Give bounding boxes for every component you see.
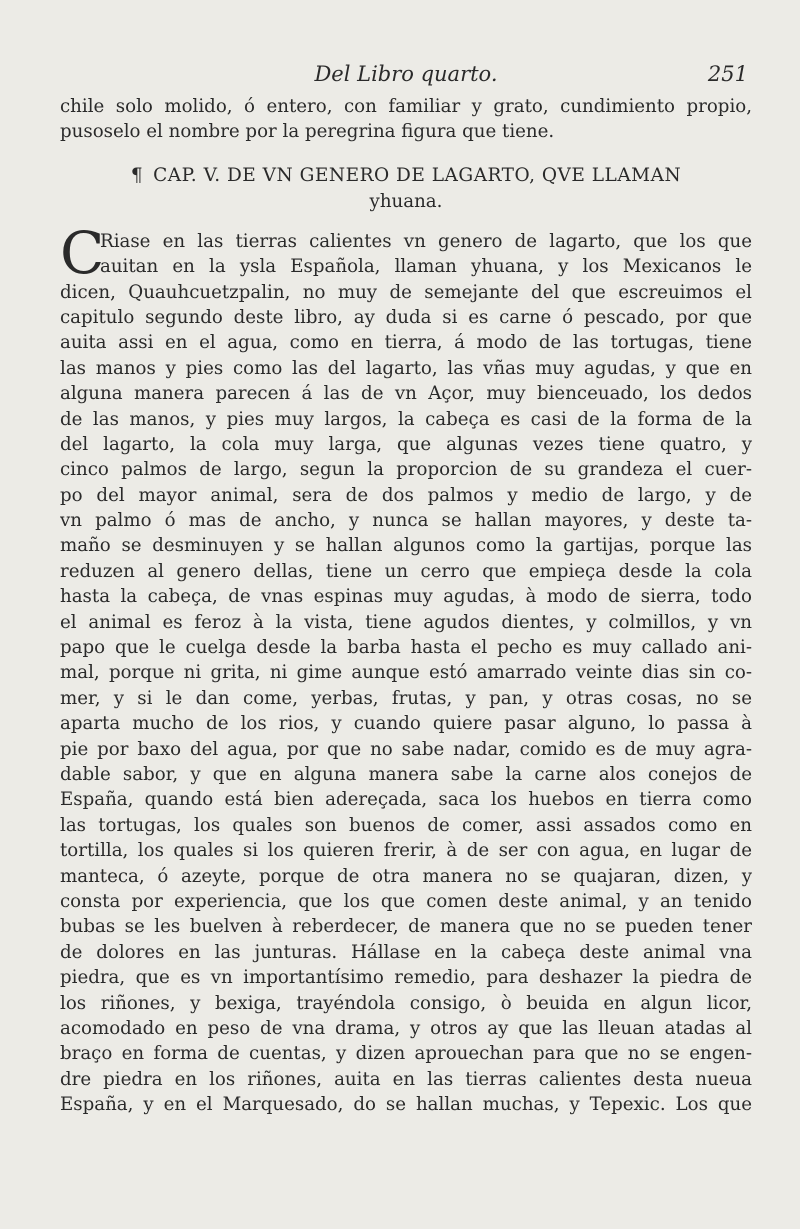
running-title: Del Libro quarto. bbox=[314, 62, 498, 86]
text-line: las tortugas, los quales son buenos de comer, assi assados como en bbox=[60, 814, 752, 836]
text-line: po del mayor animal, sera de dos palmos y medio de largo, y de bbox=[60, 484, 752, 506]
text-line: los riñones, y bexiga, trayéndola consigo, ò beuida en algun licor, bbox=[60, 992, 752, 1014]
text-line: auita assi en el agua, como en tierra, á modo de las tortugas, tiene bbox=[60, 332, 752, 354]
text-line: aparta mucho de los rios, y cuando quiere pasar alguno, lo passa à bbox=[60, 713, 752, 735]
text-line: las manos y pies como las del lagarto, las vñas muy agudas, y que en bbox=[60, 357, 752, 379]
text-line: manteca, ó azeyte, porque de otra manera no se quajaran, dizen, y bbox=[60, 865, 752, 887]
top-paragraph bbox=[60, 94, 752, 145]
chapter-title: CAP. V. DE VN GENERO DE LAGARTO, QVE LLAMAN bbox=[153, 164, 682, 186]
text-line: España, quando está bien adereçada, saca los huebos en tierra como bbox=[60, 789, 752, 811]
text-line: del lagarto, la cola muy larga, que algunas vezes tiene quatro, y bbox=[60, 433, 752, 455]
text-line: dre piedra en los riñones, auita en las tierras calientes desta nueua bbox=[60, 1068, 752, 1090]
text-line: mer, y si le dan come, yerbas, frutas, y pan, y otras cosas, no se bbox=[60, 687, 752, 709]
text-line: tortilla, los quales si los quieren frerir, à de ser con agua, en lugar de bbox=[60, 840, 752, 862]
text-line: de las manos, y pies muy largos, la cabeça es casi de la forma de la bbox=[60, 408, 752, 430]
text-line: mal, porque ni grita, ni gime aunque estó amarrado veinte dias sin co- bbox=[60, 662, 752, 684]
running-head bbox=[60, 60, 752, 94]
text-line: cinco palmos de largo, segun la proporcion de su grandeza el cuer- bbox=[60, 459, 752, 481]
text-line: el animal es feroz à la vista, tiene agudos dientes, y colmillos, y vn bbox=[60, 611, 752, 633]
text-line: dable sabor, y que en alguna manera sabe la carne alos conejos de bbox=[60, 763, 752, 785]
text-line: pusoselo el nombre por la peregrina figura que tiene. bbox=[60, 121, 555, 143]
pilcrow-mark: ¶ bbox=[130, 164, 144, 186]
text-line: capitulo segundo deste libro, ay duda si es carne ó pescado, por que bbox=[60, 306, 752, 328]
text-line: vn palmo ó mas de ancho, y nunca se hallan mayores, y deste ta- bbox=[60, 510, 752, 532]
text-line: reduzen al genero dellas, tiene un cerro que empieça desde la cola bbox=[60, 560, 752, 582]
text-line: consta por experiencia, que los que comen deste animal, y an tenido bbox=[60, 890, 752, 912]
text-line: bubas se les buelven à reberdecer, de manera que no se pueden tener bbox=[60, 916, 752, 938]
text-line: braço en forma de cuentas, y dizen aprouechan para que no se engen- bbox=[60, 1043, 752, 1065]
text-line: pie por baxo del agua, por que no sabe nadar, comido es de muy agra- bbox=[60, 738, 752, 760]
chapter-subtitle: yhuana. bbox=[369, 190, 443, 212]
drop-cap: C bbox=[60, 218, 105, 287]
text-line: de dolores en las junturas. Hállase en la cabeça deste animal vna bbox=[60, 941, 752, 963]
text-line: auitan en la ysla Española, llaman yhuana, y los Mexicanos le bbox=[100, 256, 752, 278]
text-line: piedra, que es vn importantísimo remedio, para deshazer la piedra de bbox=[60, 967, 752, 989]
text-line: alguna manera parecen á las de vn Açor, muy bienceuado, los dedos bbox=[60, 383, 752, 405]
body-paragraph bbox=[60, 218, 752, 1118]
text-line: hasta la cabeça, de vnas espinas muy agudas, à modo de sierra, todo bbox=[60, 586, 752, 608]
text-line: Riase en las tierras calientes vn genero de lagarto, que los que bbox=[100, 230, 752, 252]
text-line: papo que le cuelga desde la barba hasta el pecho es muy callado ani- bbox=[60, 637, 752, 659]
text-line: maño se desminuyen y se hallan algunos como la gartijas, porque las bbox=[60, 535, 752, 557]
text-line: dicen, Quauhcuetzpalin, no muy de semejante del que escreuimos el bbox=[60, 281, 752, 303]
text-line: España, y en el Marquesado, do se hallan muchas, y Tepexic. Los que bbox=[60, 1094, 752, 1116]
text-line: chile solo molido, ó entero, con familiar y grato, cundimiento propio, bbox=[60, 96, 752, 117]
page-number: 251 bbox=[707, 62, 748, 86]
text-line: acomodado en peso de vna drama, y otros ay que las lleuan atadas al bbox=[60, 1017, 752, 1039]
chapter-heading bbox=[60, 163, 752, 189]
